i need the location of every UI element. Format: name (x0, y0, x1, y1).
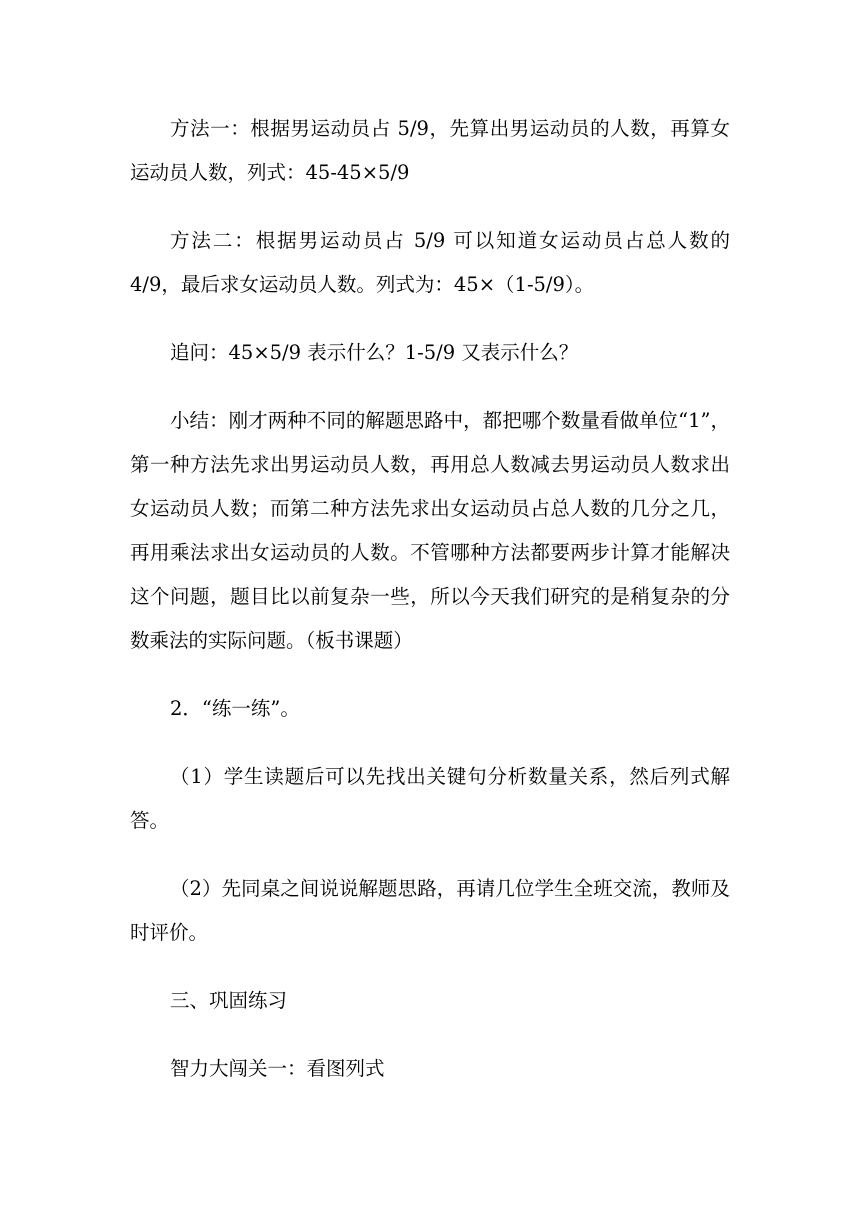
paragraph-challenge-one: 智力大闯关一：看图列式 (170, 1057, 385, 1080)
section-heading-consolidation: 三、巩固练习 (170, 989, 288, 1012)
document-body (130, 107, 730, 1091)
paragraph-summary: 小结：刚才两种不同的解题思路中，都把哪个数量看做单位“1”，第一种方法先求出男运动员人数，再用总人数减去男运动员人数求出女运动员人数；而第二种方法先求出女运动员占总人数的几分之几，再用乘法求出女运动员的人数。不管哪种方法都要两步计算才能解决这个问题，题目比以前复杂一些，所以今天我们研究的是稍复杂的分数乘法的实际问题。（板书课题） (130, 409, 730, 652)
paragraph-follow-up-question: 追问：45×5/9 表示什么？1-5/9 又表示什么？ (170, 341, 579, 364)
paragraph-method-one: 方法一：根据男运动员占 5/9，先算出男运动员的人数，再算女运动员人数，列式：45-45×5/9 (130, 117, 730, 184)
paragraph-method-two: 方法二：根据男运动员占 5/9 可以知道女运动员占总人数的 4/9，最后求女运动员人数。列式为：45×（1-5/9）。 (130, 229, 730, 296)
paragraph-practice-step-2: （2）先同桌之间说说解题思路，再请几位学生全班交流，教师及时评价。 (130, 877, 730, 944)
paragraph-practice-step-1: （1）学生读题后可以先找出关键句分析数量关系，然后列式解答。 (130, 765, 730, 832)
paragraph-practice-heading: 2．“练一练”。 (170, 697, 300, 720)
